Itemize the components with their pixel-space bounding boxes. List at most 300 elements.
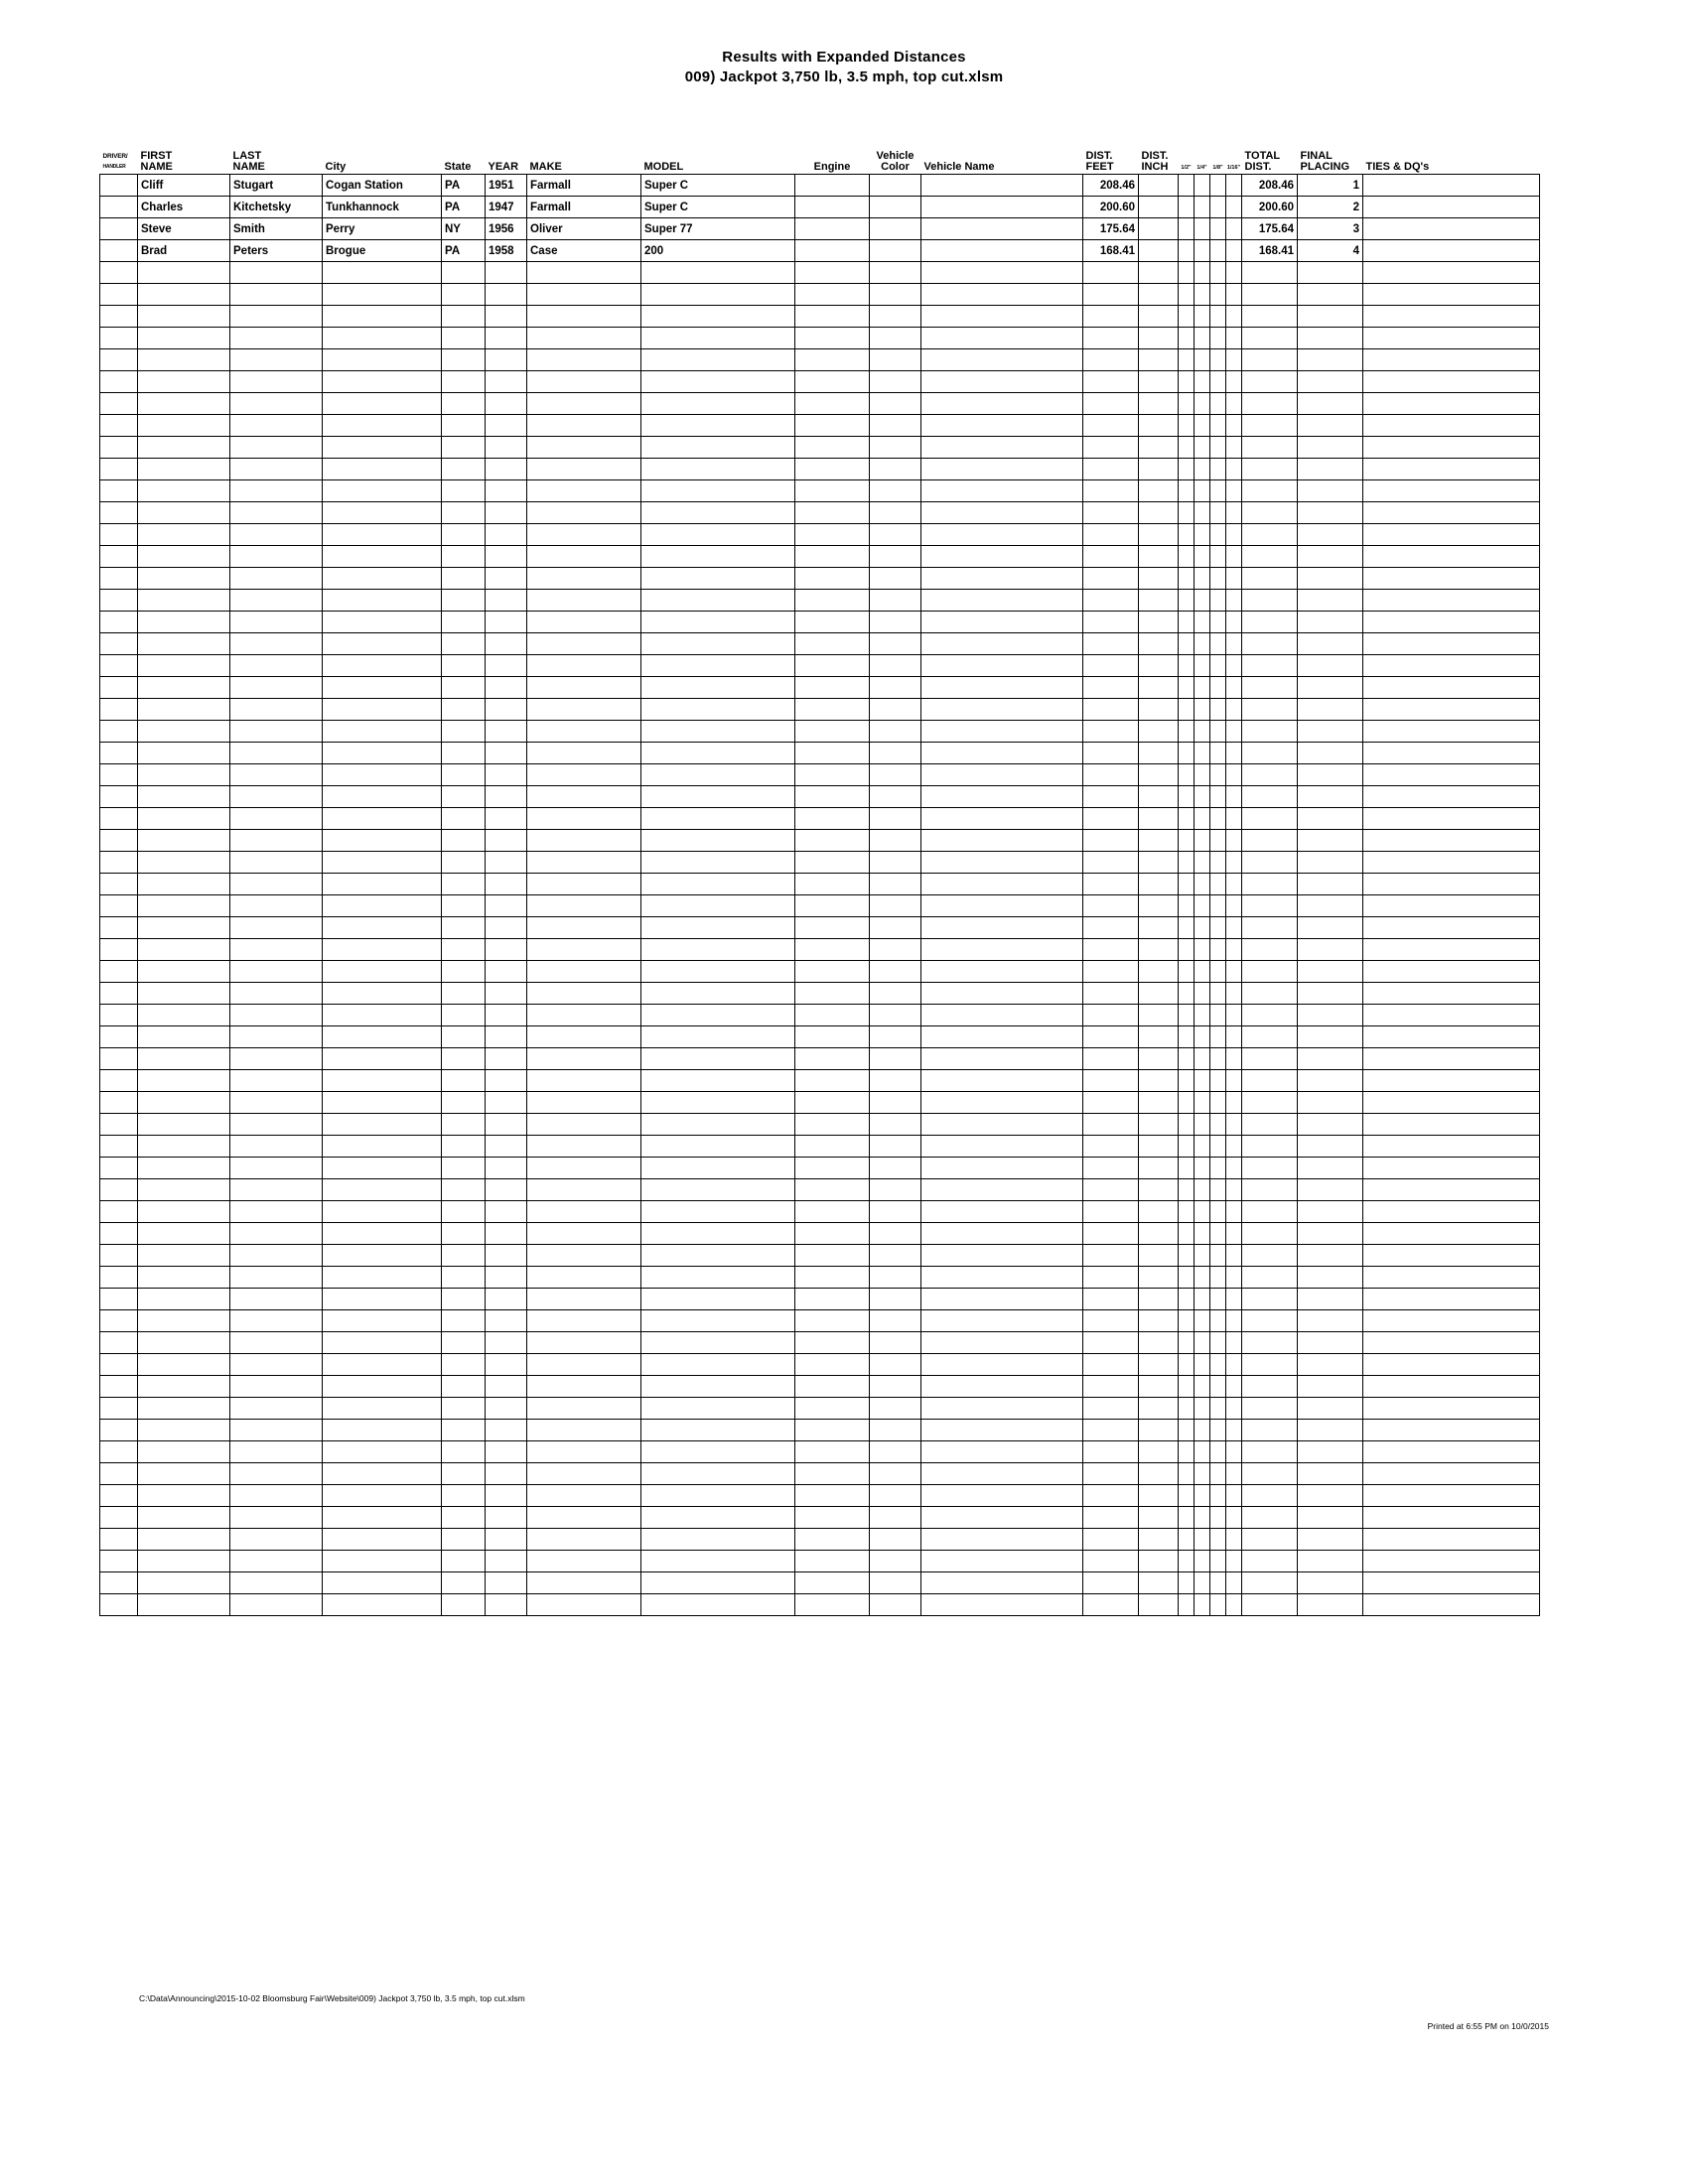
cell-dist-inch — [1139, 1420, 1179, 1441]
cell-year — [486, 786, 527, 808]
cell-engine — [795, 1245, 870, 1267]
cell-driver — [100, 1594, 138, 1616]
cell-city — [323, 1332, 442, 1354]
cell-driver — [100, 1310, 138, 1332]
cell-city — [323, 502, 442, 524]
cell-dist-feet: 200.60 — [1083, 197, 1139, 218]
cell-vehicle-color — [870, 502, 921, 524]
cell-dist-feet — [1083, 852, 1139, 874]
cell-dist-inch — [1139, 1267, 1179, 1289]
cell-frac-eighth — [1210, 393, 1226, 415]
cell-first-name — [138, 786, 230, 808]
cell-vehicle-name — [921, 655, 1083, 677]
cell-city — [323, 1223, 442, 1245]
cell-driver — [100, 197, 138, 218]
table-row — [100, 262, 1540, 284]
cell-frac-sixteenth — [1226, 764, 1242, 786]
cell-last-name — [230, 393, 323, 415]
cell-model — [641, 546, 795, 568]
cell-city — [323, 393, 442, 415]
cell-year — [486, 371, 527, 393]
cell-first-name — [138, 1332, 230, 1354]
cell-last-name — [230, 1201, 323, 1223]
cell-frac-half — [1179, 1136, 1195, 1158]
cell-frac-half — [1179, 175, 1195, 197]
cell-dist-inch — [1139, 1289, 1179, 1310]
cell-make — [527, 1398, 641, 1420]
cell-ties-dqs — [1363, 546, 1540, 568]
cell-frac-sixteenth — [1226, 633, 1242, 655]
cell-first-name — [138, 1463, 230, 1485]
cell-year — [486, 1136, 527, 1158]
cell-vehicle-color — [870, 1026, 921, 1048]
cell-dist-feet — [1083, 1420, 1139, 1441]
cell-driver — [100, 1223, 138, 1245]
table-row — [100, 437, 1540, 459]
cell-city — [323, 568, 442, 590]
cell-year — [486, 480, 527, 502]
cell-driver — [100, 1441, 138, 1463]
cell-driver — [100, 1354, 138, 1376]
cell-city — [323, 1005, 442, 1026]
cell-state — [442, 393, 486, 415]
cell-first-name — [138, 983, 230, 1005]
cell-model — [641, 1223, 795, 1245]
cell-year — [486, 459, 527, 480]
table-row — [100, 349, 1540, 371]
cell-city — [323, 764, 442, 786]
cell-frac-half — [1179, 1594, 1195, 1616]
cell-state — [442, 743, 486, 764]
cell-frac-half — [1179, 983, 1195, 1005]
cell-state — [442, 1507, 486, 1529]
cell-first-name — [138, 677, 230, 699]
cell-year — [486, 743, 527, 764]
cell-frac-half — [1179, 502, 1195, 524]
cell-model — [641, 1267, 795, 1289]
cell-year — [486, 1223, 527, 1245]
cell-model — [641, 262, 795, 284]
cell-driver — [100, 459, 138, 480]
cell-state — [442, 1310, 486, 1332]
cell-frac-eighth — [1210, 852, 1226, 874]
cell-city — [323, 852, 442, 874]
cell-vehicle-name — [921, 1005, 1083, 1026]
cell-last-name — [230, 1441, 323, 1463]
cell-last-name — [230, 371, 323, 393]
table-row — [100, 1398, 1540, 1420]
cell-final-placing — [1298, 1158, 1363, 1179]
cell-frac-eighth — [1210, 218, 1226, 240]
cell-vehicle-name — [921, 371, 1083, 393]
cell-ties-dqs — [1363, 437, 1540, 459]
cell-year — [486, 1158, 527, 1179]
cell-frac-half — [1179, 1376, 1195, 1398]
cell-driver — [100, 655, 138, 677]
cell-frac-half — [1179, 349, 1195, 371]
cell-vehicle-color — [870, 284, 921, 306]
cell-total-dist — [1242, 633, 1298, 655]
cell-driver — [100, 961, 138, 983]
cell-make — [527, 808, 641, 830]
cell-first-name — [138, 1485, 230, 1507]
header-state: State — [444, 161, 472, 173]
cell-frac-sixteenth — [1226, 721, 1242, 743]
cell-engine — [795, 328, 870, 349]
cell-first-name — [138, 480, 230, 502]
cell-frac-quarter — [1195, 852, 1210, 874]
cell-vehicle-name — [921, 699, 1083, 721]
cell-dist-inch — [1139, 1026, 1179, 1048]
cell-vehicle-name — [921, 1529, 1083, 1551]
cell-year — [486, 1179, 527, 1201]
cell-state — [442, 830, 486, 852]
cell-engine — [795, 764, 870, 786]
cell-vehicle-color — [870, 175, 921, 197]
cell-model — [641, 830, 795, 852]
cell-vehicle-name — [921, 633, 1083, 655]
cell-driver — [100, 1485, 138, 1507]
cell-make — [527, 1594, 641, 1616]
cell-engine — [795, 1070, 870, 1092]
cell-first-name — [138, 415, 230, 437]
header-fraction-quarter: 1/4" — [1196, 165, 1207, 171]
cell-vehicle-color — [870, 371, 921, 393]
cell-frac-eighth — [1210, 808, 1226, 830]
cell-vehicle-color — [870, 459, 921, 480]
cell-city — [323, 1572, 442, 1594]
cell-driver — [100, 480, 138, 502]
cell-final-placing — [1298, 1005, 1363, 1026]
table-row — [100, 764, 1540, 786]
cell-last-name — [230, 633, 323, 655]
cell-frac-half — [1179, 743, 1195, 764]
cell-vehicle-name — [921, 1245, 1083, 1267]
cell-make — [527, 284, 641, 306]
cell-engine — [795, 1463, 870, 1485]
cell-last-name — [230, 1179, 323, 1201]
cell-vehicle-name — [921, 240, 1083, 262]
cell-driver — [100, 1201, 138, 1223]
cell-frac-sixteenth — [1226, 218, 1242, 240]
cell-last-name — [230, 1398, 323, 1420]
cell-driver — [100, 677, 138, 699]
cell-vehicle-color — [870, 218, 921, 240]
header-total-dist: TOTAL DIST. — [1244, 150, 1281, 173]
cell-ties-dqs — [1363, 218, 1540, 240]
cell-year — [486, 1398, 527, 1420]
table-row — [100, 699, 1540, 721]
cell-city — [323, 939, 442, 961]
cell-dist-inch — [1139, 1398, 1179, 1420]
cell-frac-quarter — [1195, 1070, 1210, 1092]
cell-total-dist: 175.64 — [1242, 218, 1298, 240]
cell-ties-dqs — [1363, 306, 1540, 328]
cell-total-dist — [1242, 1420, 1298, 1441]
cell-driver — [100, 633, 138, 655]
cell-vehicle-name — [921, 437, 1083, 459]
cell-city — [323, 1158, 442, 1179]
header-first-name: FIRST NAME — [140, 150, 173, 173]
cell-state — [442, 764, 486, 786]
cell-first-name — [138, 262, 230, 284]
cell-vehicle-name — [921, 1398, 1083, 1420]
cell-engine — [795, 568, 870, 590]
page-title — [0, 48, 1688, 87]
cell-dist-feet — [1083, 1267, 1139, 1289]
cell-frac-sixteenth — [1226, 568, 1242, 590]
cell-frac-sixteenth — [1226, 502, 1242, 524]
table-row — [100, 1572, 1540, 1594]
cell-city — [323, 808, 442, 830]
cell-frac-quarter — [1195, 218, 1210, 240]
cell-frac-eighth — [1210, 1594, 1226, 1616]
cell-frac-eighth — [1210, 612, 1226, 633]
cell-driver — [100, 568, 138, 590]
cell-driver — [100, 852, 138, 874]
cell-frac-quarter — [1195, 1485, 1210, 1507]
cell-year — [486, 961, 527, 983]
cell-make — [527, 524, 641, 546]
cell-first-name: Brad — [138, 240, 230, 262]
cell-state — [442, 590, 486, 612]
cell-vehicle-name — [921, 1332, 1083, 1354]
cell-make: Case — [527, 240, 641, 262]
cell-frac-sixteenth — [1226, 371, 1242, 393]
cell-frac-quarter — [1195, 306, 1210, 328]
cell-first-name — [138, 1201, 230, 1223]
cell-state — [442, 939, 486, 961]
cell-first-name — [138, 524, 230, 546]
cell-engine — [795, 1026, 870, 1048]
cell-last-name — [230, 1092, 323, 1114]
table-row — [100, 874, 1540, 895]
cell-vehicle-color — [870, 546, 921, 568]
cell-total-dist — [1242, 764, 1298, 786]
cell-ties-dqs — [1363, 699, 1540, 721]
cell-dist-feet — [1083, 1092, 1139, 1114]
cell-vehicle-name — [921, 524, 1083, 546]
cell-frac-quarter — [1195, 1376, 1210, 1398]
cell-make — [527, 1529, 641, 1551]
cell-final-placing — [1298, 328, 1363, 349]
cell-state — [442, 1048, 486, 1070]
cell-driver — [100, 1092, 138, 1114]
cell-make — [527, 1179, 641, 1201]
cell-first-name — [138, 1289, 230, 1310]
cell-frac-quarter — [1195, 612, 1210, 633]
cell-city — [323, 655, 442, 677]
header-engine: Engine — [813, 161, 851, 173]
cell-model — [641, 1529, 795, 1551]
cell-frac-half — [1179, 655, 1195, 677]
table-row — [100, 393, 1540, 415]
cell-city — [323, 1179, 442, 1201]
cell-frac-eighth — [1210, 349, 1226, 371]
cell-make — [527, 437, 641, 459]
cell-final-placing — [1298, 262, 1363, 284]
header-model: MODEL — [643, 161, 684, 173]
cell-city — [323, 895, 442, 917]
cell-year — [486, 1092, 527, 1114]
cell-engine — [795, 1572, 870, 1594]
cell-total-dist — [1242, 1398, 1298, 1420]
cell-final-placing — [1298, 524, 1363, 546]
cell-total-dist — [1242, 1223, 1298, 1245]
cell-ties-dqs — [1363, 175, 1540, 197]
cell-last-name — [230, 917, 323, 939]
cell-ties-dqs — [1363, 852, 1540, 874]
cell-last-name — [230, 743, 323, 764]
table-row — [100, 677, 1540, 699]
cell-last-name — [230, 808, 323, 830]
cell-last-name — [230, 262, 323, 284]
cell-engine — [795, 546, 870, 568]
cell-engine — [795, 262, 870, 284]
cell-frac-quarter — [1195, 1572, 1210, 1594]
cell-last-name: Kitchetsky — [230, 197, 323, 218]
cell-year — [486, 568, 527, 590]
cell-frac-sixteenth — [1226, 983, 1242, 1005]
cell-city — [323, 612, 442, 633]
cell-year — [486, 1026, 527, 1048]
cell-engine — [795, 480, 870, 502]
cell-frac-sixteenth — [1226, 415, 1242, 437]
cell-frac-sixteenth — [1226, 349, 1242, 371]
cell-city — [323, 1048, 442, 1070]
cell-vehicle-name — [921, 328, 1083, 349]
cell-dist-inch — [1139, 240, 1179, 262]
cell-frac-eighth — [1210, 1441, 1226, 1463]
cell-frac-sixteenth — [1226, 1289, 1242, 1310]
cell-make — [527, 1048, 641, 1070]
cell-engine — [795, 721, 870, 743]
table-row — [100, 328, 1540, 349]
cell-state — [442, 1354, 486, 1376]
cell-frac-half — [1179, 961, 1195, 983]
cell-ties-dqs — [1363, 1005, 1540, 1026]
cell-first-name — [138, 371, 230, 393]
cell-dist-feet: 175.64 — [1083, 218, 1139, 240]
cell-last-name — [230, 764, 323, 786]
cell-first-name: Steve — [138, 218, 230, 240]
cell-vehicle-name — [921, 1376, 1083, 1398]
header-vehicle-color: Vehicle Color — [876, 150, 914, 173]
cell-frac-quarter — [1195, 1026, 1210, 1048]
cell-first-name — [138, 1092, 230, 1114]
cell-dist-inch — [1139, 1136, 1179, 1158]
table-row — [100, 1136, 1540, 1158]
cell-dist-inch — [1139, 1005, 1179, 1026]
cell-first-name — [138, 743, 230, 764]
cell-dist-inch — [1139, 764, 1179, 786]
cell-frac-sixteenth — [1226, 786, 1242, 808]
cell-frac-half — [1179, 393, 1195, 415]
cell-city — [323, 1201, 442, 1223]
cell-dist-inch — [1139, 1332, 1179, 1354]
cell-frac-quarter — [1195, 721, 1210, 743]
cell-vehicle-color — [870, 1158, 921, 1179]
cell-last-name — [230, 1070, 323, 1092]
cell-first-name — [138, 328, 230, 349]
table-row — [100, 1594, 1540, 1616]
cell-total-dist — [1242, 961, 1298, 983]
cell-year — [486, 1420, 527, 1441]
cell-frac-eighth — [1210, 459, 1226, 480]
cell-engine — [795, 197, 870, 218]
cell-frac-sixteenth — [1226, 1551, 1242, 1572]
cell-dist-inch — [1139, 1092, 1179, 1114]
cell-state — [442, 284, 486, 306]
cell-ties-dqs — [1363, 1245, 1540, 1267]
cell-driver — [100, 306, 138, 328]
cell-dist-feet — [1083, 459, 1139, 480]
cell-engine — [795, 240, 870, 262]
cell-vehicle-name — [921, 1026, 1083, 1048]
cell-vehicle-color — [870, 1376, 921, 1398]
cell-vehicle-color — [870, 590, 921, 612]
cell-city — [323, 480, 442, 502]
cell-dist-feet — [1083, 1572, 1139, 1594]
cell-city — [323, 1136, 442, 1158]
table-row — [100, 1114, 1540, 1136]
cell-dist-feet — [1083, 502, 1139, 524]
cell-ties-dqs — [1363, 1201, 1540, 1223]
cell-model — [641, 1463, 795, 1485]
cell-model — [641, 1026, 795, 1048]
cell-dist-inch — [1139, 830, 1179, 852]
cell-final-placing — [1298, 1507, 1363, 1529]
cell-city — [323, 590, 442, 612]
cell-final-placing — [1298, 677, 1363, 699]
header-fraction-eighth: 1/8" — [1212, 165, 1223, 171]
cell-final-placing — [1298, 1136, 1363, 1158]
cell-frac-quarter — [1195, 1310, 1210, 1332]
cell-frac-eighth — [1210, 1136, 1226, 1158]
footer-printed-timestamp: Printed at 6:55 PM on 10/0/2015 — [1427, 2021, 1549, 2031]
cell-year — [486, 612, 527, 633]
cell-first-name — [138, 895, 230, 917]
cell-dist-feet — [1083, 1551, 1139, 1572]
cell-engine — [795, 371, 870, 393]
cell-first-name — [138, 1070, 230, 1092]
cell-dist-inch — [1139, 459, 1179, 480]
cell-frac-half — [1179, 218, 1195, 240]
cell-first-name — [138, 284, 230, 306]
cell-vehicle-name — [921, 1420, 1083, 1441]
cell-driver — [100, 1529, 138, 1551]
cell-vehicle-color — [870, 983, 921, 1005]
cell-ties-dqs — [1363, 1463, 1540, 1485]
cell-first-name — [138, 1420, 230, 1441]
cell-frac-sixteenth — [1226, 437, 1242, 459]
cell-frac-sixteenth — [1226, 1572, 1242, 1594]
cell-frac-half — [1179, 1507, 1195, 1529]
cell-frac-sixteenth — [1226, 240, 1242, 262]
cell-vehicle-color — [870, 633, 921, 655]
cell-frac-quarter — [1195, 1245, 1210, 1267]
cell-make — [527, 895, 641, 917]
table-row — [100, 633, 1540, 655]
cell-state — [442, 459, 486, 480]
cell-frac-sixteenth — [1226, 459, 1242, 480]
cell-frac-quarter — [1195, 633, 1210, 655]
cell-frac-quarter — [1195, 568, 1210, 590]
cell-model — [641, 633, 795, 655]
cell-dist-inch — [1139, 437, 1179, 459]
cell-vehicle-name — [921, 808, 1083, 830]
cell-frac-sixteenth — [1226, 393, 1242, 415]
